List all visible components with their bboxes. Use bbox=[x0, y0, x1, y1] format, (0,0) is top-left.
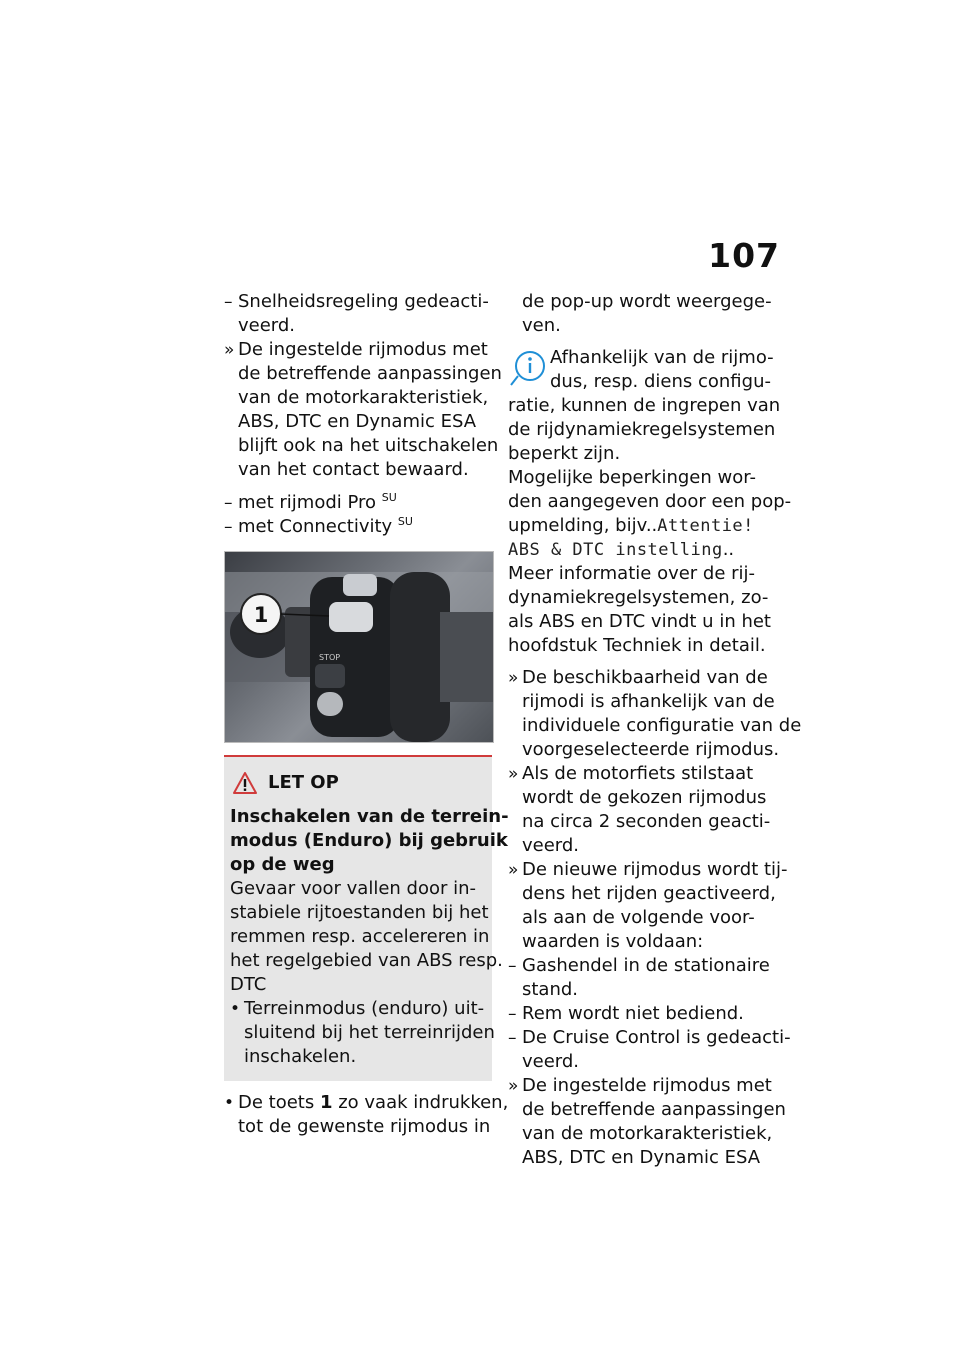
text-line: na circa 2 seconden geacti- bbox=[522, 811, 771, 832]
condition-line: – Rem wordt niet bediend. bbox=[508, 1003, 744, 1024]
text-line: Mogelijke beperkingen wor- bbox=[508, 467, 756, 488]
text-line: ratie, kunnen de ingrepen van bbox=[508, 395, 781, 416]
result-line: » De beschikbaarheid van de bbox=[508, 667, 768, 688]
text-line: voorgeselecteerde rijmodus. bbox=[522, 739, 780, 760]
result-line: » De ingestelde rijmodus met bbox=[508, 1075, 772, 1096]
warning-box bbox=[224, 755, 509, 1081]
warning-heading: op de weg bbox=[230, 854, 335, 875]
text-line: rijmodi is afhankelijk van de bbox=[522, 691, 775, 712]
text-line: veerd. bbox=[522, 835, 580, 856]
text-line: upmelding, bijv.. Attentie! bbox=[508, 515, 754, 536]
left-column bbox=[224, 290, 509, 1139]
text-line: van de motorkarakteristiek, bbox=[238, 387, 489, 408]
text-line: tot de gewenste rijmodus in bbox=[238, 1116, 491, 1137]
text-line: stand. bbox=[522, 979, 579, 1000]
text-line: wordt de gekozen rijmodus bbox=[522, 787, 767, 808]
text-line: veerd. bbox=[238, 315, 296, 336]
action-line: • De toets 1 zo vaak indrukken, bbox=[224, 1092, 509, 1113]
warning-heading: modus (Enduro) bij gebruik bbox=[230, 830, 508, 851]
info-note bbox=[508, 346, 792, 658]
text-line: ABS, DTC en Dynamic ESA bbox=[522, 1147, 761, 1168]
text-line: Gevaar voor vallen door in- bbox=[230, 878, 477, 899]
text-line: veerd. bbox=[522, 1051, 580, 1072]
text-line: als aan de volgende voor- bbox=[522, 907, 755, 928]
text-line: Afhankelijk van de rijmo- bbox=[550, 347, 774, 368]
text-line: remmen resp. accelereren in bbox=[230, 926, 490, 947]
text-line: het regelgebied van ABS resp. bbox=[230, 950, 503, 971]
text-line: de betreffende aanpassingen bbox=[238, 363, 502, 384]
text-line: dus, resp. diens configu- bbox=[550, 371, 771, 392]
text-line: de rijdynamiekregelsystemen bbox=[508, 419, 776, 440]
handlebar-switch-figure bbox=[224, 551, 494, 743]
text-line: van het contact bewaard. bbox=[238, 459, 469, 480]
text-line: sluitend bij het terreinrijden bbox=[244, 1022, 495, 1043]
text-line: beperkt zijn. bbox=[508, 443, 621, 464]
callout-1: 1 bbox=[253, 603, 269, 627]
text-line: dens het rijden geactiveerd, bbox=[522, 883, 776, 904]
text-line: DTC bbox=[230, 974, 267, 995]
text-line: van de motorkarakteristiek, bbox=[522, 1123, 773, 1144]
text-line: Meer informatie over de rij- bbox=[508, 563, 756, 584]
warning-title: LET OP bbox=[268, 772, 339, 793]
result-line: » Als de motorfiets stilstaat bbox=[508, 763, 754, 784]
text-line: den aangegeven door een pop- bbox=[508, 491, 792, 512]
stop-label: STOP bbox=[319, 653, 341, 662]
text-line: de betreffende aanpassingen bbox=[522, 1099, 786, 1120]
condition-line: – De Cruise Control is gedeacti- bbox=[508, 1027, 791, 1048]
text-line: stabiele rijtoestanden bij het bbox=[230, 902, 489, 923]
warning-triangle-icon bbox=[232, 771, 258, 795]
text-line: ven. bbox=[522, 315, 561, 336]
text-line: waarden is voldaan: bbox=[522, 931, 704, 952]
option-line-pro: – met rijmodi Pro $^{SU}$ bbox=[224, 491, 397, 513]
text-line: ABS, DTC en Dynamic ESA bbox=[238, 411, 477, 432]
result-line: » De nieuwe rijmodus wordt tij- bbox=[508, 859, 788, 880]
text-line: ABS & DTC instelling .. bbox=[508, 539, 735, 560]
option-line-connectivity: – met Connectivity $^{SU}$ bbox=[224, 515, 413, 537]
info-icon bbox=[508, 348, 548, 388]
warning-header bbox=[232, 771, 486, 795]
condition-line: – Snelheidsregeling gedeacti- bbox=[224, 291, 489, 312]
text-line: blijft ook na het uitschakelen bbox=[238, 435, 499, 456]
text-line: dynamiekregelsystemen, zo- bbox=[508, 587, 769, 608]
page-number: 107 bbox=[708, 236, 780, 275]
right-column bbox=[508, 290, 802, 1170]
text-line: individuele configuratie van de bbox=[522, 715, 802, 736]
text-line: als ABS en DTC vindt u in het bbox=[508, 611, 771, 632]
text-line: de pop-up wordt weergege- bbox=[522, 291, 772, 312]
warning-heading: Inschakelen van de terrein- bbox=[230, 806, 509, 827]
result-line: » De ingestelde rijmodus met bbox=[224, 339, 488, 360]
text-line: hoofdstuk Techniek in detail. bbox=[508, 635, 766, 656]
condition-line: – Gashendel in de stationaire bbox=[508, 955, 770, 976]
bullet-line: • Terreinmodus (enduro) uit- bbox=[230, 998, 485, 1019]
handlebar-switch-illustration bbox=[225, 552, 493, 742]
text-line: inschakelen. bbox=[244, 1046, 357, 1067]
